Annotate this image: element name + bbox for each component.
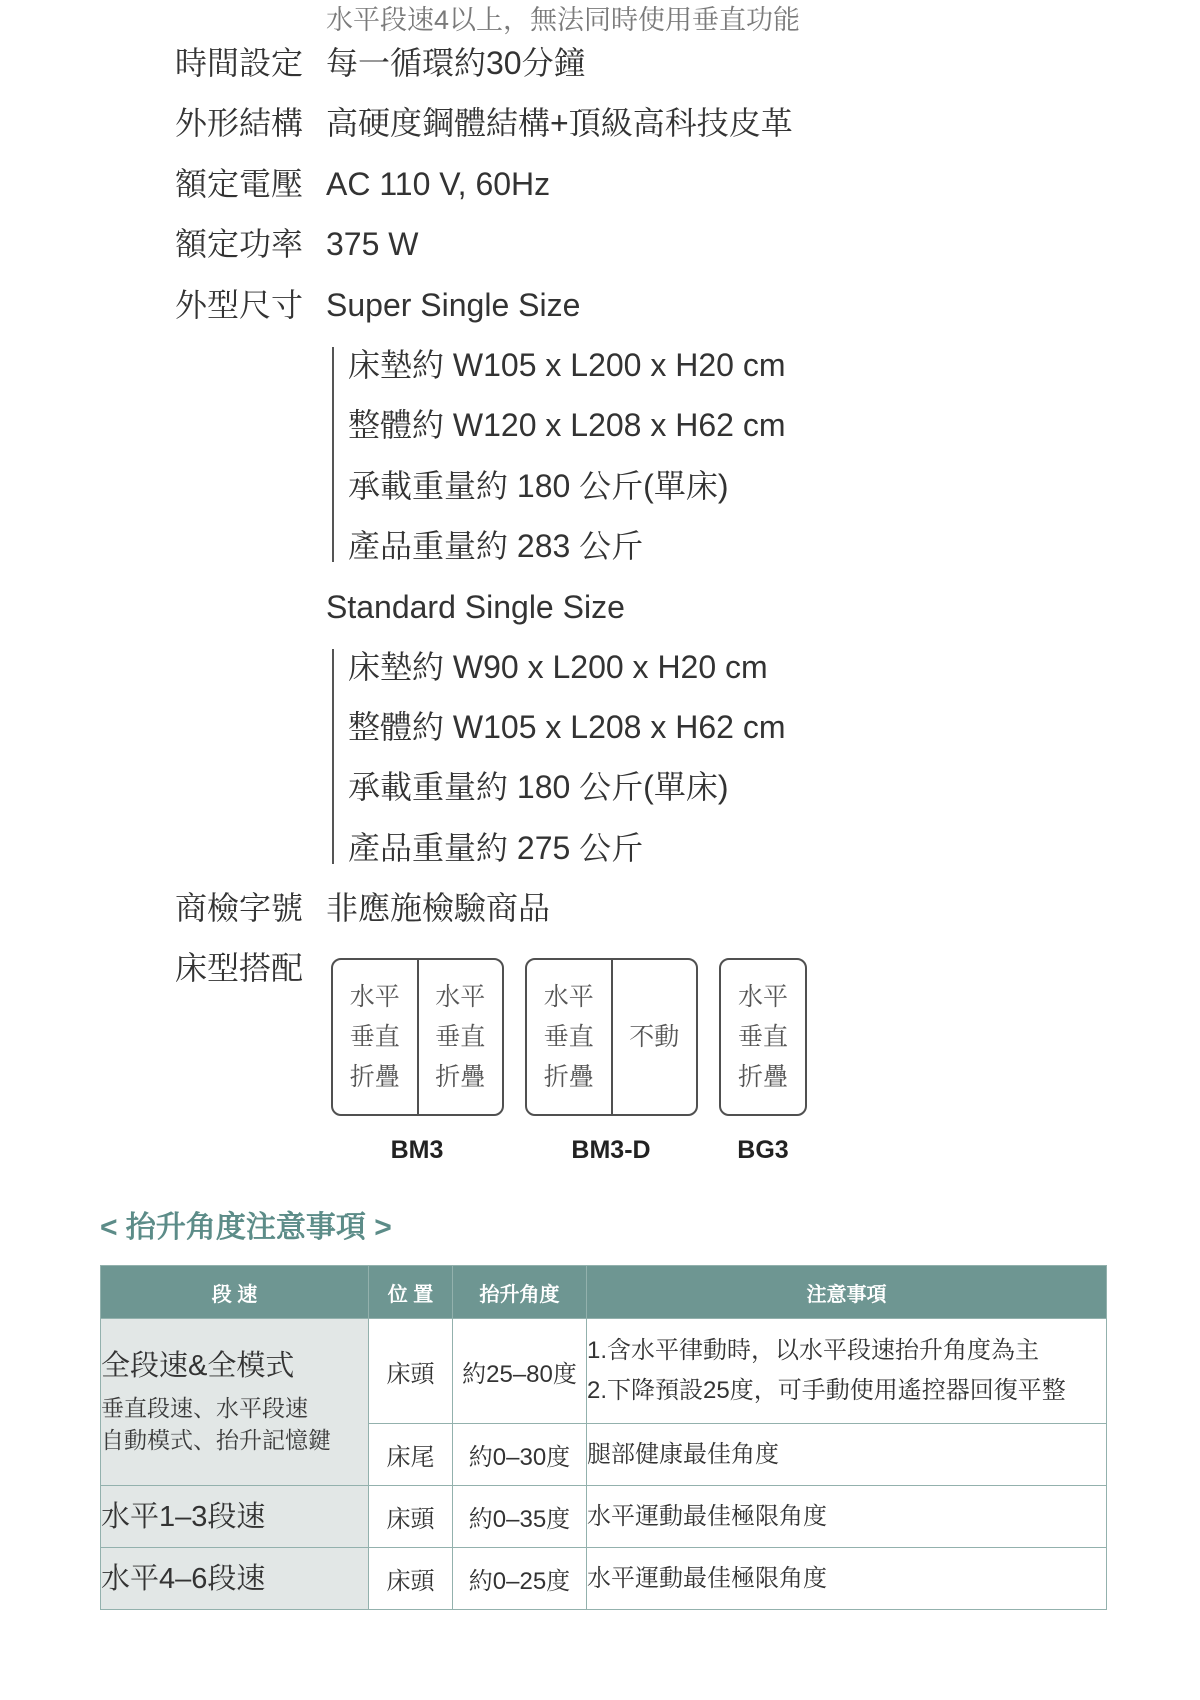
horizontal-speed-note: 水平段速4以上，無法同時使用垂直功能 <box>326 5 801 35</box>
size-name-super-single: Super Single Size <box>326 287 581 323</box>
note-line: 2.下降預設25度，可手動使用遙控器回復平整 <box>587 1377 1066 1404</box>
spec-label-dimensions: 外型尺寸 <box>175 287 304 323</box>
section-heading: < 抬升角度注意事項 > <box>100 1211 392 1244</box>
spec-label-bed-types: 床型搭配 <box>175 950 304 986</box>
bed-function-label: 垂直 <box>435 1023 486 1051</box>
bed-panel <box>611 960 697 1114</box>
angle-cell: 約0–30度 <box>453 1424 587 1486</box>
mode-detail: 垂直段速、水平段速 <box>101 1395 308 1421</box>
lift-angle-table <box>100 1265 1107 1610</box>
notes-cell <box>587 1424 1107 1486</box>
size-detail-item: 承載重量約 180 公斤(單床) <box>348 769 729 805</box>
mode-title: 全段速&全模式 <box>101 1350 295 1382</box>
note-line: 水平運動最佳極限角度 <box>587 1564 827 1592</box>
table-header-row <box>101 1266 1107 1319</box>
size-detail-item: 整體約 W105 x L208 x H62 cm <box>348 709 786 745</box>
spec-label-voltage: 額定電壓 <box>175 166 304 202</box>
bed-function-label: 垂直 <box>543 1023 594 1051</box>
notes-cell <box>587 1548 1107 1610</box>
bed-function-label: 水平 <box>737 983 788 1011</box>
size-name-standard-single: Standard Single Size <box>326 589 625 625</box>
bed-panel <box>721 960 805 1114</box>
header-notes: 注意事項 <box>587 1266 1107 1319</box>
position-cell: 床尾 <box>369 1424 453 1486</box>
notes-cell <box>587 1319 1107 1424</box>
bed-panel <box>527 960 611 1114</box>
bed-panel <box>417 960 503 1114</box>
bed-function-label: 折疊 <box>543 1063 594 1091</box>
list-divider <box>332 649 334 864</box>
model-name-bm3: BM3 <box>390 1136 444 1164</box>
header-lift-angle: 抬升角度 <box>453 1266 587 1319</box>
bed-diagram-bm3-d <box>525 958 698 1116</box>
bed-panel <box>333 960 417 1114</box>
header-speed: 段 速 <box>101 1266 369 1319</box>
table-row <box>101 1548 1107 1610</box>
bed-function-label: 折疊 <box>435 1063 486 1091</box>
header-position: 位 置 <box>369 1266 453 1319</box>
bed-diagram-bm3 <box>331 958 504 1116</box>
size-detail-item: 承載重量約 180 公斤(單床) <box>348 468 729 504</box>
size-detail-item: 床墊約 W105 x L200 x H20 cm <box>348 347 786 383</box>
angle-cell: 約25–80度 <box>453 1319 587 1424</box>
position-cell: 床頭 <box>369 1486 453 1548</box>
spec-value-inspection: 非應施檢驗商品 <box>326 890 551 926</box>
bed-function-label: 不動 <box>629 1023 680 1051</box>
position-cell: 床頭 <box>369 1319 453 1424</box>
position-cell: 床頭 <box>369 1548 453 1610</box>
bed-function-label: 水平 <box>349 983 400 1011</box>
spec-label-power: 額定功率 <box>175 226 304 262</box>
bed-function-label: 折疊 <box>349 1063 400 1091</box>
spec-value-voltage: AC 110 V, 60Hz <box>326 166 551 202</box>
size-detail-item: 床墊約 W90 x L200 x H20 cm <box>348 649 768 685</box>
bed-diagram-bg3 <box>719 958 807 1116</box>
mode-detail: 自動模式、抬升記憶鍵 <box>101 1427 331 1453</box>
model-name-bg3: BG3 <box>737 1136 789 1164</box>
bed-function-label: 水平 <box>435 983 486 1011</box>
note-line: 1.含水平律動時，以水平段速抬升角度為主 <box>587 1337 1040 1364</box>
spec-value-structure: 高硬度鋼體結構+頂級高科技皮革 <box>326 105 793 141</box>
spec-label-inspection: 商檢字號 <box>175 890 304 926</box>
mode-title: 水平4–6段速 <box>101 1562 266 1595</box>
model-name-bm3-d: BM3-D <box>571 1136 651 1164</box>
angle-cell: 約0–25度 <box>453 1548 587 1610</box>
bed-function-label: 折疊 <box>737 1063 788 1091</box>
size-detail-item: 整體約 W120 x L208 x H62 cm <box>348 407 786 443</box>
bed-function-label: 水平 <box>543 983 594 1011</box>
note-line: 水平運動最佳極限角度 <box>587 1502 827 1530</box>
angle-cell: 約0–35度 <box>453 1486 587 1548</box>
table-row <box>101 1319 1107 1424</box>
bed-function-label: 垂直 <box>349 1023 400 1051</box>
mode-title: 水平1–3段速 <box>101 1500 266 1533</box>
bed-function-label: 垂直 <box>737 1023 788 1051</box>
size-detail-item: 產品重量約 283 公斤 <box>348 528 644 564</box>
spec-value-timer: 每一循環約30分鐘 <box>326 45 586 81</box>
list-divider <box>332 347 334 562</box>
spec-label-timer: 時間設定 <box>175 45 304 81</box>
spec-label-structure: 外形結構 <box>175 105 304 141</box>
note-line: 腿部健康最佳角度 <box>587 1440 779 1468</box>
size-detail-item: 產品重量約 275 公斤 <box>348 830 644 866</box>
mode-cell <box>101 1486 369 1548</box>
mode-cell <box>101 1319 369 1486</box>
table-row <box>101 1486 1107 1548</box>
notes-cell <box>587 1486 1107 1548</box>
spec-value-power: 375 W <box>326 226 419 262</box>
mode-cell <box>101 1548 369 1610</box>
